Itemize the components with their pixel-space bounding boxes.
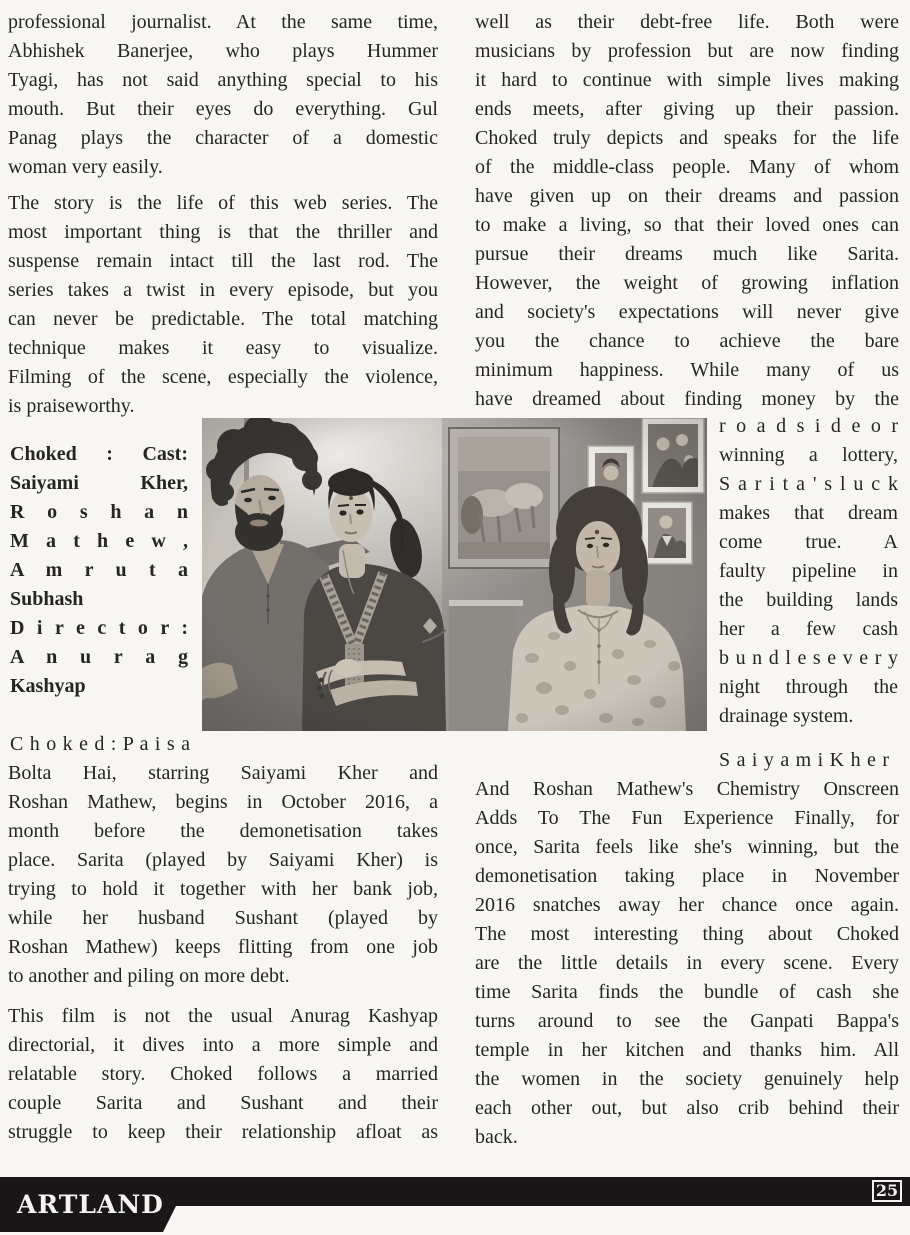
text-line: Choked truly depicts and speaks for the life	[475, 127, 899, 149]
text-line: demonetisation taking place in November	[475, 865, 899, 887]
text-line: turns around to see the Ganpati Bappa's	[475, 1010, 899, 1032]
text-line: to another and piling on more debt.	[8, 965, 290, 987]
right-paragraph-2	[475, 775, 899, 1152]
text-line: are the little details in every scene. Every	[475, 952, 899, 974]
text-line: Roshan Mathew) keeps flitting from one job	[8, 936, 438, 958]
text-line: have dreamed about finding money by the	[475, 388, 899, 410]
right-paragraph-1-wrap	[719, 412, 898, 731]
text-line: of the middle-class people. Many of whom	[475, 156, 899, 178]
text-line: the building lands	[719, 589, 898, 611]
text-line: most important thing is that the thriller and	[8, 221, 438, 243]
text-line: come true. A	[719, 531, 898, 553]
text-line: b u n d l e s e v e r y	[719, 647, 898, 669]
footer-bar	[0, 1177, 910, 1233]
text-line: once, Sarita feels like she's winning, but the	[475, 836, 899, 858]
movie-still-illustration	[202, 418, 707, 731]
text-line: can never be predictable. The total matching	[8, 308, 438, 330]
text-line: have given up on their dreams and passion	[475, 185, 899, 207]
text-line: back.	[475, 1126, 518, 1148]
right-paragraph-1	[475, 8, 899, 414]
text-line: Adds To The Fun Experience Finally, for	[475, 807, 899, 829]
text-line: trying to hold it together with her bank job,	[8, 878, 438, 900]
text-line: professional journalist. At the same time,	[8, 11, 438, 33]
text-line: This film is not the usual Anurag Kashyap	[8, 1005, 438, 1027]
text-line: Panag plays the character of a domestic	[8, 127, 438, 149]
text-line: winning a lottery,	[719, 444, 898, 466]
text-line: relatable story. Choked follows a married	[8, 1063, 438, 1085]
text-line: M a t h e w ,	[10, 530, 188, 552]
left-paragraph-2	[8, 189, 438, 421]
text-line: Choked : Cast:	[10, 443, 188, 465]
text-line: faulty pipeline in	[719, 560, 898, 582]
text-line: musicians by profession but are now finding	[475, 40, 899, 62]
text-line: month before the demonetisation takes	[8, 820, 438, 842]
text-line: drainage system.	[719, 705, 854, 727]
left-paragraph-3	[8, 759, 438, 991]
text-line: ends meets, after giving up their passion.	[475, 98, 899, 120]
text-line: series takes a twist in every episode, but you	[8, 279, 438, 301]
text-line: Subhash	[10, 588, 84, 610]
text-line: you the chance to achieve the bare	[475, 330, 899, 352]
text-line: 2016 snatches away her chance once again.	[475, 894, 899, 916]
text-line: And Roshan Mathew's Chemistry Onscreen	[475, 778, 899, 800]
text-line: The story is the life of this web series. The	[8, 192, 438, 214]
text-line: Filming of the scene, especially the violence,	[8, 366, 438, 388]
text-line: R o s h a n	[10, 501, 188, 523]
text-line: couple Sarita and Sushant and their	[8, 1092, 438, 1114]
text-line: night through the	[719, 676, 898, 698]
text-line: D i r e c t o r :	[10, 617, 188, 639]
text-line: well as their debt-free life. Both were	[475, 11, 899, 33]
text-line: Abhishek Banerjee, who plays Hummer	[8, 40, 438, 62]
text-line: and society's expectations will never give	[475, 301, 899, 323]
text-line: Bolta Hai, starring Saiyami Kher and	[8, 762, 438, 784]
text-line: technique makes it easy to visualize.	[8, 337, 438, 359]
text-line: is praiseworthy.	[8, 395, 135, 417]
left-paragraph-4	[8, 1002, 438, 1147]
magazine-brand: ARTLAND	[17, 1190, 164, 1219]
text-line: suspense remain intact till the last rod. The	[8, 250, 438, 272]
left-paragraph-3-wrap	[10, 730, 190, 759]
text-line: Saiyami Kher,	[10, 472, 188, 494]
text-line: Roshan Mathew, begins in October 2016, a	[8, 791, 438, 813]
text-line: C h o k e d : P a i s a	[10, 733, 190, 755]
movie-still-photo	[202, 418, 707, 731]
text-line: while her husband Sushant (played by	[8, 907, 438, 929]
text-line: S a r i t a ' s l u c k	[719, 473, 898, 495]
text-line: struggle to keep their relationship afloat as	[8, 1121, 438, 1143]
text-line: temple in her kitchen and thanks him. All	[475, 1039, 899, 1061]
text-line: the women in the society genuinely help	[475, 1068, 899, 1090]
text-line: it hard to continue with simple lives making	[475, 69, 899, 91]
text-line: A n u r a g	[10, 646, 188, 668]
text-line: mouth. But their eyes do everything. Gul	[8, 98, 438, 120]
text-line: A m r u t a	[10, 559, 188, 581]
page-number-badge: 25	[872, 1180, 902, 1202]
text-line: Tyagi, has not said anything special to his	[8, 69, 438, 91]
text-line: minimum happiness. While many of us	[475, 359, 899, 381]
text-line: each other out, but also crib behind their	[475, 1097, 899, 1119]
text-line: makes that dream	[719, 502, 898, 524]
text-line: woman very easily.	[8, 156, 163, 178]
text-line: S a i y a m i K h e r	[719, 749, 889, 771]
text-line: directorial, it dives into a more simple and	[8, 1034, 438, 1056]
text-line: r o a d s i d e o r	[719, 415, 898, 437]
text-line: However, the weight of growing inflation	[475, 272, 899, 294]
text-line: The most interesting thing about Choked	[475, 923, 899, 945]
text-line: her a few cash	[719, 618, 898, 640]
text-line: to make a living, so that their loved ones can	[475, 214, 899, 236]
right-paragraph-2-intro	[719, 746, 889, 775]
text-line: pursue their dreams much like Sarita.	[475, 243, 899, 265]
text-line: time Sarita finds the bundle of cash she	[475, 981, 899, 1003]
text-line: Kashyap	[10, 675, 86, 697]
text-line: place. Sarita (played by Saiyami Kher) is	[8, 849, 438, 871]
cast-credits-block	[10, 440, 188, 701]
left-paragraph-1	[8, 8, 438, 182]
